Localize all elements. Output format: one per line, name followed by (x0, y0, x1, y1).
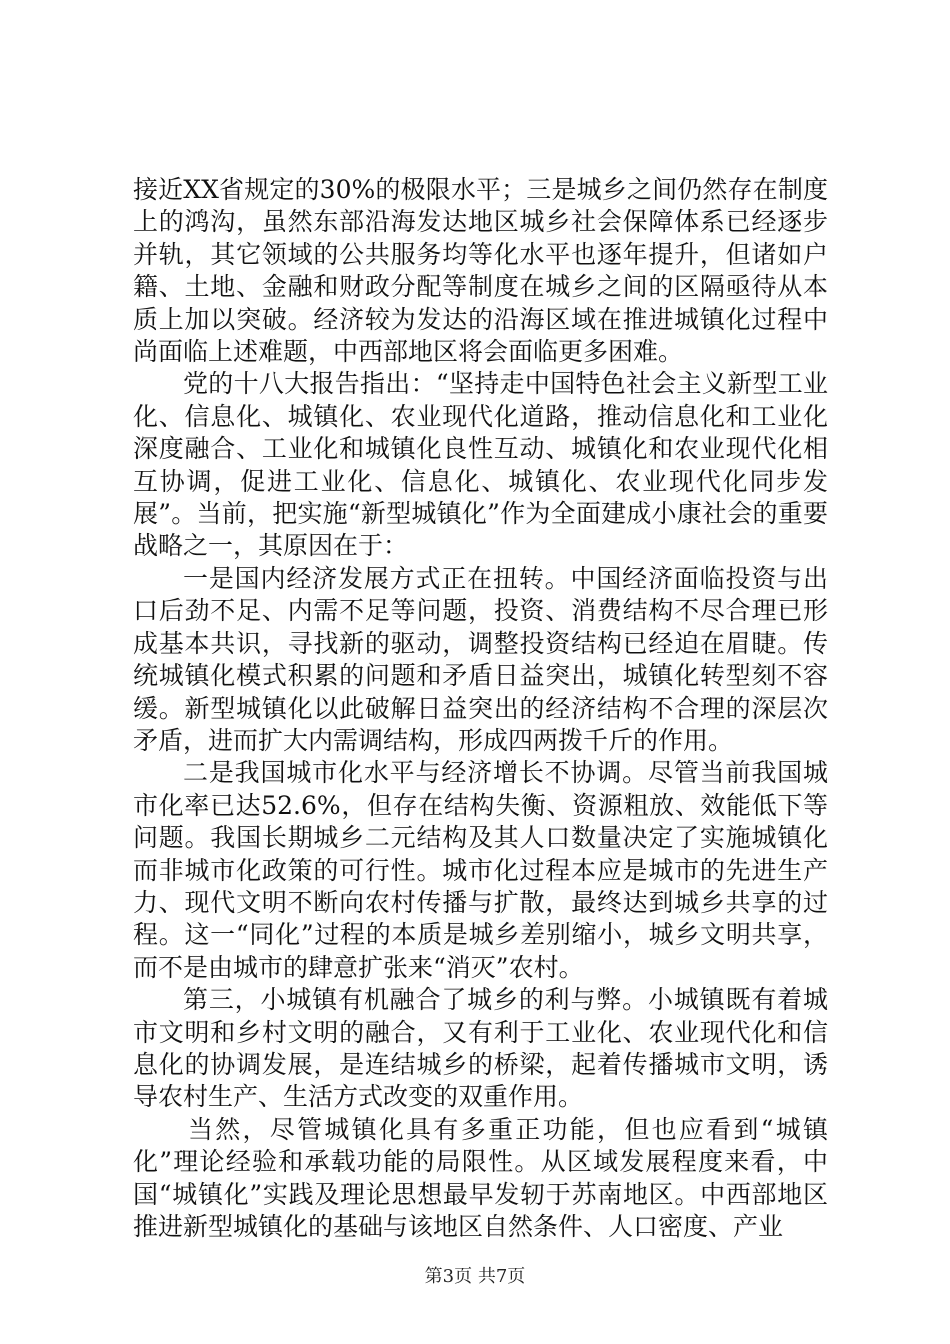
paragraph-18th-congress-report: 党的十八大报告指出：“坚持走中国特色社会主义新型工业化、信息化、城镇化、农业现代化道路，推动信息化和工业化深度融合、工业化和城镇化良性互动、城镇化和农业现代化相互协调，促进工业化、信息化、城镇化、农业现代化同步发展”。当前，把实施“新型城镇化”作为全面建成小康社会的重要战略之一，其原因在于： (133, 369, 828, 561)
paragraph-continuation: 接近XX省规定的30%的极限水平；三是城乡之间仍然存在制度上的鸿沟，虽然东部沿海发达地区城乡社会保障体系已经逐步并轨，其它领域的公共服务均等化水平也逐年提升，但诸如户籍、土地、金融和财政分配等制度在城乡之间的区隔亟待从本质上加以突破。经济较为发达的沿海区域在推进城镇化过程中尚面临上述难题，中西部地区将会面临更多困难。 (133, 175, 828, 367)
paragraph-reason-two: 二是我国城市化水平与经济增长不协调。尽管当前我国城市化率已达52.6%，但存在结构失衡、资源粗放、效能低下等问题。我国长期城乡二元结构及其人口数量决定了实施城镇化而非城市化政策的可行性。城市化过程本应是城市的先进生产力、现代文明不断向农村传播与扩散，最终达到城乡共享的过程。这一“同化”过程的本质是城乡差别缩小，城乡文明共享，而不是由城市的肆意扩张来“消灭”农村。 (133, 758, 828, 982)
paragraph-limitations: 当然，尽管城镇化具有多重正功能，但也应看到“城镇化”理论经验和承载功能的局限性。从区域发展程度来看，中国“城镇化”实践及理论思想最早发轫于苏南地区。中西部地区推进新型城镇化的基础与该地区自然条件、人口密度、产业 (133, 1114, 828, 1241)
page-footer: 第3页 共7页 (424, 1266, 526, 1287)
paragraph-reason-one: 一是国内经济发展方式正在扭转。中国经济面临投资与出口后劲不足、内需不足等问题，投资、消费结构不尽合理已形成基本共识，寻找新的驱动，调整投资结构已经迫在眉睫。传统城镇化模式积累的问题和矛盾日益突出，城镇化转型刻不容缓。新型城镇化以此破解日益突出的经济结构不合理的深层次矛盾，进而扩大内需调结构，形成四两拨千斤的作用。 (133, 563, 828, 755)
document-body (133, 174, 828, 1243)
paragraph-reason-three: 第三，小城镇有机融合了城乡的利与弊。小城镇既有着城市文明和乡村文明的融合，又有利于工业化、农业现代化和信息化的协调发展，是连结城乡的桥梁，起着传播城市文明，诱导农村生产、生活方式改变的双重作用。 (133, 985, 828, 1112)
